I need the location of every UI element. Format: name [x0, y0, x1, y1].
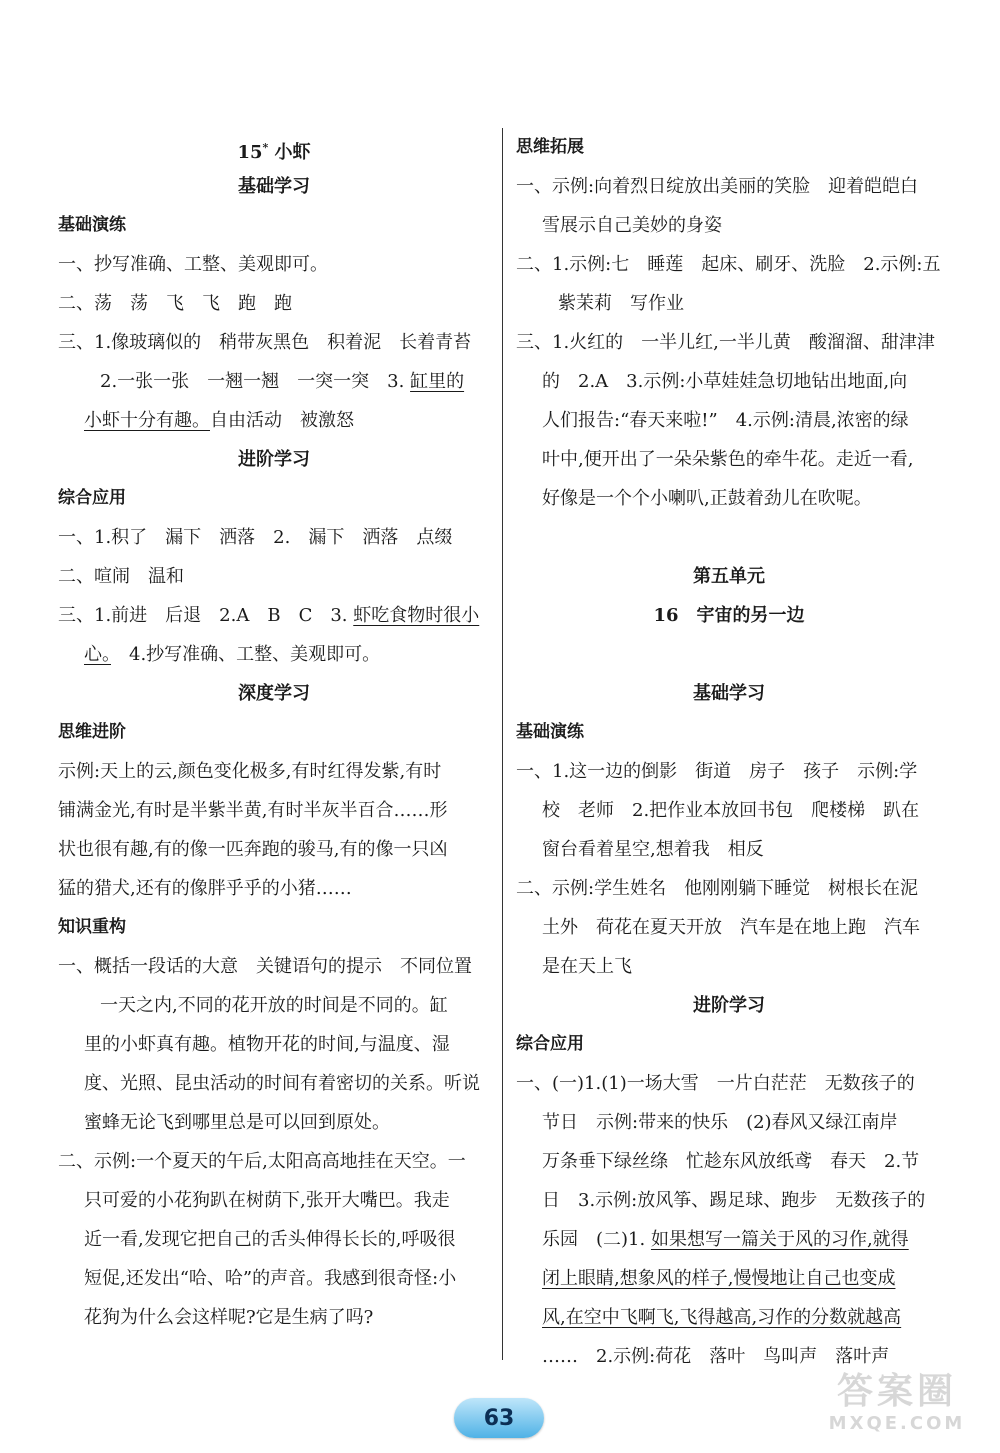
- underlined-text: 风,在空中飞啊飞,飞得越高,习作的分数就越高: [542, 1307, 902, 1328]
- left-column: [58, 128, 490, 1337]
- line-text: 土外 荷花在夏天开放 汽车是在地上跑 汽车: [542, 917, 920, 938]
- text-line: [58, 401, 490, 440]
- line-text: 度、光照、昆虫活动的时间有着密切的关系。听说: [84, 1073, 480, 1094]
- text-line: [58, 557, 490, 596]
- text-line: [58, 1064, 490, 1103]
- line-text: 蜜蜂无论飞到哪里总是可以回到原处。: [84, 1112, 390, 1133]
- line-text: 节日 示例:带来的快乐 (2)春风又绿江南岸: [542, 1112, 898, 1133]
- text-line: [58, 1259, 490, 1298]
- page-number-badge: [454, 1398, 544, 1438]
- line-text: 综合应用: [58, 488, 126, 508]
- text-line: [58, 245, 490, 284]
- line-text: 一、示例:向着烈日绽放出美丽的笑脸 迎着皑皑白: [516, 176, 919, 197]
- section-heading: [58, 479, 490, 518]
- text-line: [516, 947, 942, 986]
- line-text: 三、1.前进 后退 2.A B C 3.: [58, 605, 354, 626]
- section-heading: [58, 713, 490, 752]
- line-text: 状也很有趣,有的像一匹奔跑的骏马,有的像一只凶: [58, 839, 448, 860]
- line-text: 的 2.A 3.示例:小草娃娃急切地钻出地面,向: [542, 371, 908, 392]
- line-text: 二、示例:一个夏天的午后,太阳高高地挂在天空。一: [58, 1151, 466, 1172]
- text-line: [58, 830, 490, 869]
- text-line: [58, 1025, 490, 1064]
- section-heading: [516, 557, 942, 596]
- text-line: [516, 752, 942, 791]
- section-heading: [58, 908, 490, 947]
- text-line: [58, 869, 490, 908]
- line-text: 只可爱的小花狗趴在树荫下,张开大嘴巴。我走: [84, 1190, 450, 1211]
- line-text: 窗台看着星空,想着我 相反: [542, 839, 764, 860]
- text-line: [516, 518, 942, 557]
- text-line: [516, 167, 942, 206]
- line-text: 示例:天上的云,颜色变化极多,有时红得发紫,有时: [58, 761, 442, 782]
- text-line: [516, 1064, 942, 1103]
- line-text: 进阶学习: [693, 995, 765, 1016]
- line-text: 短促,还发出“哈、哈”的声音。我感到很奇怪:小: [84, 1268, 457, 1289]
- text-line: [516, 635, 942, 674]
- line-text: 基础学习: [238, 176, 310, 197]
- section-heading: [516, 128, 942, 167]
- line-text: 二、荡 荡 飞 飞 跑 跑: [58, 293, 292, 314]
- line-text: 基础演练: [516, 722, 584, 742]
- line-text: 基础学习: [693, 683, 765, 704]
- section-heading: [58, 674, 490, 713]
- underlined-text: 闭上眼睛,想象风的样子,慢慢地让自己也变成: [542, 1268, 896, 1289]
- line-text: 人们报告:“春天来啦!” 4.示例:清晨,浓密的绿: [542, 410, 909, 431]
- watermark-title: 答案圈: [836, 1371, 957, 1412]
- line-text-continued: 4.抄写准确、工整、美观即可。: [111, 644, 381, 665]
- text-line: [58, 1220, 490, 1259]
- text-line: [58, 947, 490, 986]
- underlined-text: 如果想写一篇关于风的习作,就得: [650, 1229, 909, 1250]
- text-line: [516, 284, 942, 323]
- line-text: 是在天上飞: [542, 956, 632, 977]
- watermark-logo: [812, 1371, 982, 1441]
- text-line: [516, 479, 942, 518]
- line-text: 一天之内,不同的花开放的时间是不同的。缸: [100, 995, 448, 1016]
- text-line: [58, 596, 490, 635]
- column-divider: [502, 128, 503, 1360]
- line-text: 一、(一)1.(1)一场大雪 一片白茫茫 无数孩子的: [516, 1073, 915, 1094]
- section-heading: [516, 674, 942, 713]
- line-text: 三、1.像玻璃似的 稍带灰黑色 积着泥 长着青苔: [58, 332, 472, 353]
- text-line: [516, 1142, 942, 1181]
- line-text: 综合应用: [516, 1034, 584, 1054]
- underlined-text: 缸里的: [410, 371, 465, 392]
- text-line: [516, 1259, 942, 1298]
- text-line: [58, 323, 490, 362]
- line-text: 花狗为什么会这样呢?它是生病了吗?: [84, 1307, 374, 1328]
- section-heading: [58, 167, 490, 206]
- watermark-url: MXQE.COM: [828, 1413, 966, 1434]
- text-line: [516, 440, 942, 479]
- text-line: [516, 1181, 942, 1220]
- right-column: [516, 128, 942, 1376]
- text-line: [516, 1298, 942, 1337]
- superscript-mark: *: [262, 141, 269, 154]
- line-text: 三、1.火红的 一半儿红,一半儿黄 酸溜溜、甜津津: [516, 332, 935, 353]
- line-text: 乐园 (二)1.: [542, 1229, 651, 1250]
- section-heading: [58, 206, 490, 245]
- line-text: 深度学习: [238, 683, 310, 704]
- text-line: [58, 518, 490, 557]
- page-number: 63: [483, 1405, 515, 1431]
- text-line: [516, 206, 942, 245]
- line-text: 进阶学习: [238, 449, 310, 470]
- text-line: [58, 1142, 490, 1181]
- line-text: 15: [237, 142, 263, 163]
- line-text: 第五单元: [693, 566, 765, 587]
- underlined-text: 小虾十分有趣。: [84, 410, 210, 431]
- line-text: 知识重构: [58, 917, 126, 937]
- section-heading: [58, 128, 490, 167]
- line-text: 铺满金光,有时是半紫半黄,有时半灰半百合……形: [58, 800, 448, 821]
- line-text: 一、概括一段话的大意 关键语句的提示 不同位置: [58, 956, 472, 977]
- text-line: [516, 908, 942, 947]
- line-text: 2.一张一张 一翘一翘 一突一突 3.: [100, 371, 411, 392]
- line-text: 二、示例:学生姓名 他刚刚躺下睡觉 树根长在泥: [516, 878, 919, 899]
- line-text: 16 宇宙的另一边: [653, 605, 805, 626]
- section-heading: [516, 713, 942, 752]
- text-line: [516, 869, 942, 908]
- line-text: 猛的猎犬,还有的像胖乎乎的小猪……: [58, 878, 352, 899]
- line-text: 日 3.示例:放风筝、踢足球、跑步 无数孩子的: [542, 1190, 926, 1211]
- text-line: [516, 1103, 942, 1142]
- text-line: [516, 830, 942, 869]
- text-line: [58, 284, 490, 323]
- text-line: [58, 635, 490, 674]
- line-text: 一、抄写准确、工整、美观即可。: [58, 254, 328, 275]
- text-line: [58, 791, 490, 830]
- underlined-text: 虾吃食物时很小: [353, 605, 480, 626]
- text-line: [516, 1220, 942, 1259]
- text-line: [516, 323, 942, 362]
- line-text: 基础演练: [58, 215, 126, 235]
- text-line: [58, 752, 490, 791]
- section-heading: [516, 596, 942, 635]
- line-text: 叶中,便开出了一朵朵紫色的牵牛花。走近一看,: [542, 449, 914, 470]
- line-text: 一、1.积了 漏下 洒落 2. 漏下 洒落 点缀: [58, 527, 453, 548]
- line-text: 里的小虾真有趣。植物开花的时间,与温度、湿: [84, 1034, 450, 1055]
- text-line: [516, 245, 942, 284]
- line-text-continued: 自由活动 被激怒: [210, 410, 354, 431]
- text-line: [58, 1298, 490, 1337]
- line-text: 万条垂下绿丝绦 忙趁东风放纸鸢 春天 2.节: [542, 1151, 920, 1172]
- line-text-continued: 小虾: [268, 142, 311, 163]
- line-text: …… 2.示例:荷花 落叶 鸟叫声 落叶声: [542, 1346, 890, 1367]
- text-line: [58, 1181, 490, 1220]
- line-text: 一、1.这一边的倒影 街道 房子 孩子 示例:学: [516, 761, 918, 782]
- line-text: 思维进阶: [58, 722, 126, 742]
- text-line: [58, 362, 490, 401]
- line-text: 近一看,发现它把自己的舌头伸得长长的,呼吸很: [84, 1229, 456, 1250]
- line-text: 二、1.示例:七 睡莲 起床、刷牙、洗脸 2.示例:五: [516, 254, 941, 275]
- line-text: 雪展示自己美妙的身姿: [542, 215, 722, 236]
- text-line: [516, 791, 942, 830]
- underlined-text: 心。: [84, 644, 111, 665]
- section-heading: [516, 986, 942, 1025]
- section-heading: [58, 440, 490, 479]
- section-heading: [516, 1025, 942, 1064]
- line-text: 校 老师 2.把作业本放回书包 爬楼梯 趴在: [542, 800, 920, 821]
- line-text: 二、喧闹 温和: [58, 566, 184, 587]
- text-line: [58, 1103, 490, 1142]
- line-text: 好像是一个个小喇叭,正鼓着劲儿在吹呢。: [542, 488, 872, 509]
- text-line: [58, 986, 490, 1025]
- text-line: [516, 362, 942, 401]
- line-text: 思维拓展: [516, 137, 584, 157]
- text-line: [516, 401, 942, 440]
- line-text: 紫茉莉 写作业: [558, 293, 684, 314]
